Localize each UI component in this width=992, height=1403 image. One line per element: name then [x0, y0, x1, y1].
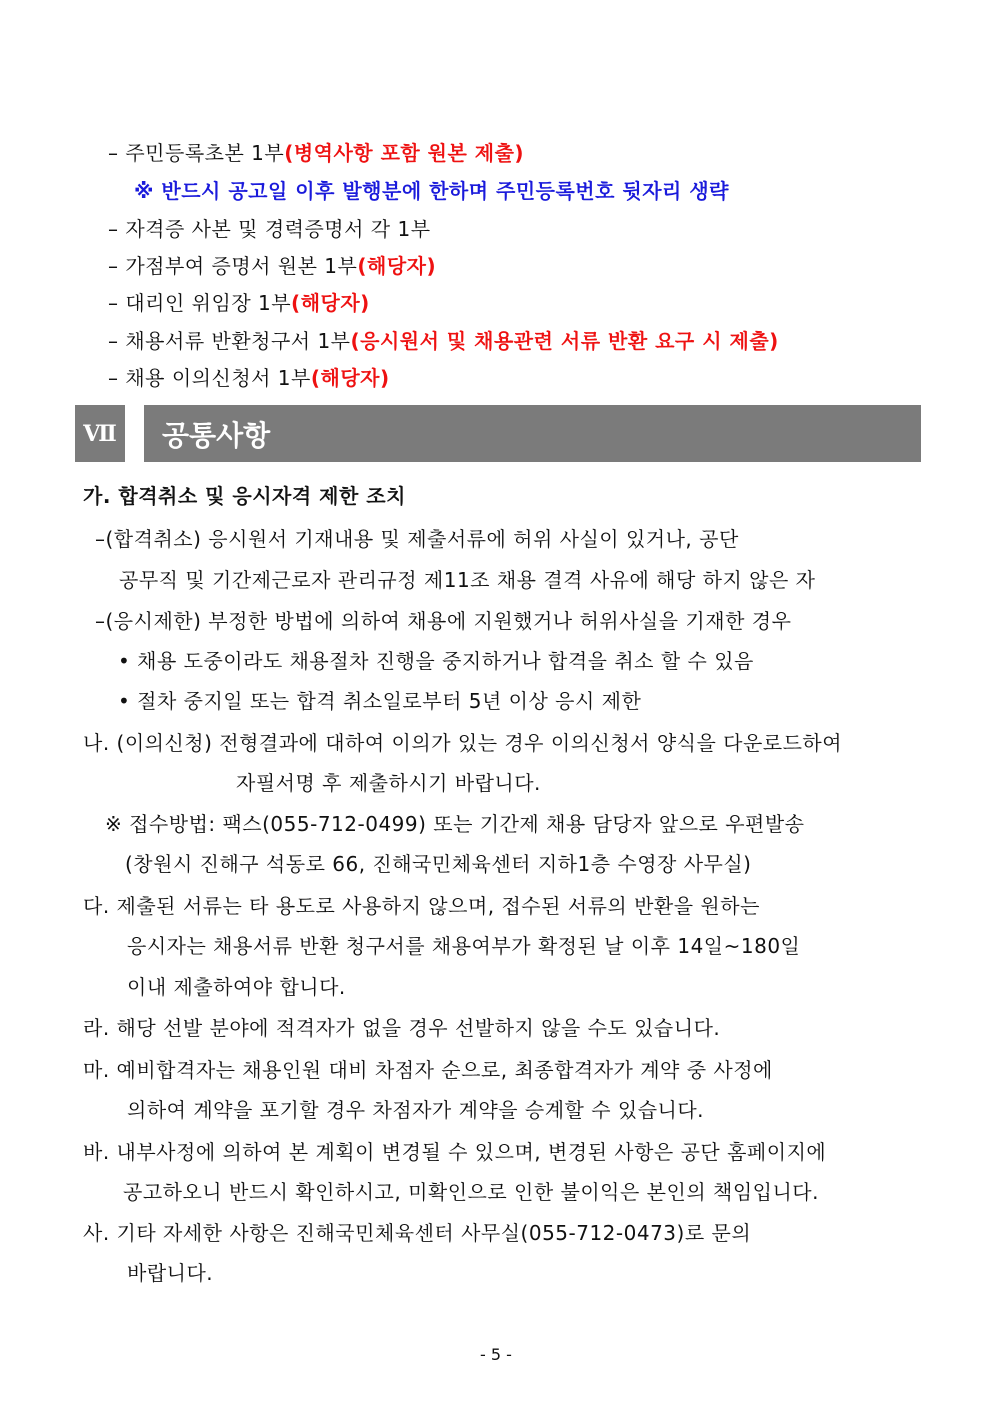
doc-item-text: – 자격증 사본 및 경력증명서 각 1부 [108, 217, 431, 241]
ga-bullet-1: • 채용 도중이라도 채용절차 진행을 중지하거나 합격을 취소 할 수 있음 [118, 649, 754, 673]
ra-line: 라. 해당 선발 분야에 적격자가 없을 경우 선발하지 않을 수도 있습니다. [83, 1016, 721, 1040]
doc-item-text: – 가점부여 증명서 원본 1부 [108, 254, 358, 278]
doc-item-note: (해당자) [291, 291, 370, 315]
na-remark-1: ※ 접수방법: 팩스(055-712-0499) 또는 기간제 채용 담당자 앞으로 우편발송 [105, 812, 805, 836]
da-line-2: 응시자는 채용서류 반환 청구서를 채용여부가 확정된 날 이후 14일~180일 [127, 934, 801, 958]
doc-item-objection [108, 363, 390, 393]
doc-item-text: – 대리인 위임장 1부 [108, 291, 292, 315]
page-number: - 5 - [480, 1345, 512, 1364]
da-line-3: 이내 제출하여야 합니다. [127, 975, 346, 999]
na-line-1: 나. (이의신청) 전형결과에 대하여 이의가 있는 경우 이의신청서 양식을 다운로드하여 [83, 731, 843, 755]
doc-item-text: – 채용서류 반환청구서 1부 [108, 329, 351, 353]
doc-item-note: (해당자) [357, 254, 437, 278]
section-number: Ⅶ [75, 405, 125, 462]
doc-item-certificate [108, 214, 431, 244]
doc-item-resident-abstract [108, 138, 524, 168]
na-remark-2: (창원시 진해구 석동로 66, 진해국민체육센터 지하1층 수영장 사무실) [125, 852, 752, 876]
doc-item-text: – 주민등록초본 1부 [108, 141, 285, 165]
doc-item-bonus-proof [108, 251, 436, 281]
doc-item-proxy [108, 288, 370, 318]
na-line-2: 자필서명 후 제출하시기 바랍니다. [236, 771, 541, 795]
doc-item-note: (응시원서 및 채용관련 서류 반환 요구 시 제출) [350, 329, 779, 353]
docs-remark: ※ 반드시 공고일 이후 발행분에 한하며 주민등록번호 뒷자리 생략 [134, 179, 729, 203]
ma-line-1: 마. 예비합격자는 채용인원 대비 차점자 순으로, 최종합격자가 계약 중 사정에 [83, 1058, 773, 1082]
ga-bullet-2: • 절차 중지일 또는 합격 취소일로부터 5년 이상 응시 제한 [118, 689, 642, 713]
section-title: 공통사항 [144, 405, 921, 462]
ba-line-2: 공고하오니 반드시 확인하시고, 미확인으로 인한 불이익은 본인의 책임입니다. [123, 1180, 819, 1204]
doc-item-return-request [108, 326, 779, 356]
doc-item-text: – 채용 이의신청서 1부 [108, 366, 311, 390]
doc-item-note: (병역사항 포함 원본 제출) [284, 141, 525, 165]
ga-limit: –(응시제한) 부정한 방법에 의하여 채용에 지원했거나 허위사실을 기재한 경우 [95, 609, 792, 633]
doc-item-note: (해당자) [310, 366, 390, 390]
sa-line-1: 사. 기타 자세한 사항은 진해국민체육센터 사무실(055-712-0473)로 문의 [83, 1221, 752, 1245]
ma-line-2: 의하여 계약을 포기할 경우 차점자가 계약을 승계할 수 있습니다. [127, 1098, 705, 1122]
da-line-1: 다. 제출된 서류는 타 용도로 사용하지 않으며, 접수된 서류의 반환을 원하는 [83, 894, 760, 918]
ga-heading: 가. 합격취소 및 응시자격 제한 조치 [83, 484, 406, 508]
ga-cancel-line-1: –(합격취소) 응시원서 기재내용 및 제출서류에 허위 사실이 있거나, 공단 [95, 527, 739, 551]
sa-line-2: 바랍니다. [127, 1261, 214, 1285]
ga-cancel-line-2: 공무직 및 기간제근로자 관리규정 제11조 채용 결격 사유에 해당 하지 않은 자 [119, 568, 816, 592]
ba-line-1: 바. 내부사정에 의하여 본 계획이 변경될 수 있으며, 변경된 사항은 공단 홈페이지에 [83, 1140, 827, 1164]
